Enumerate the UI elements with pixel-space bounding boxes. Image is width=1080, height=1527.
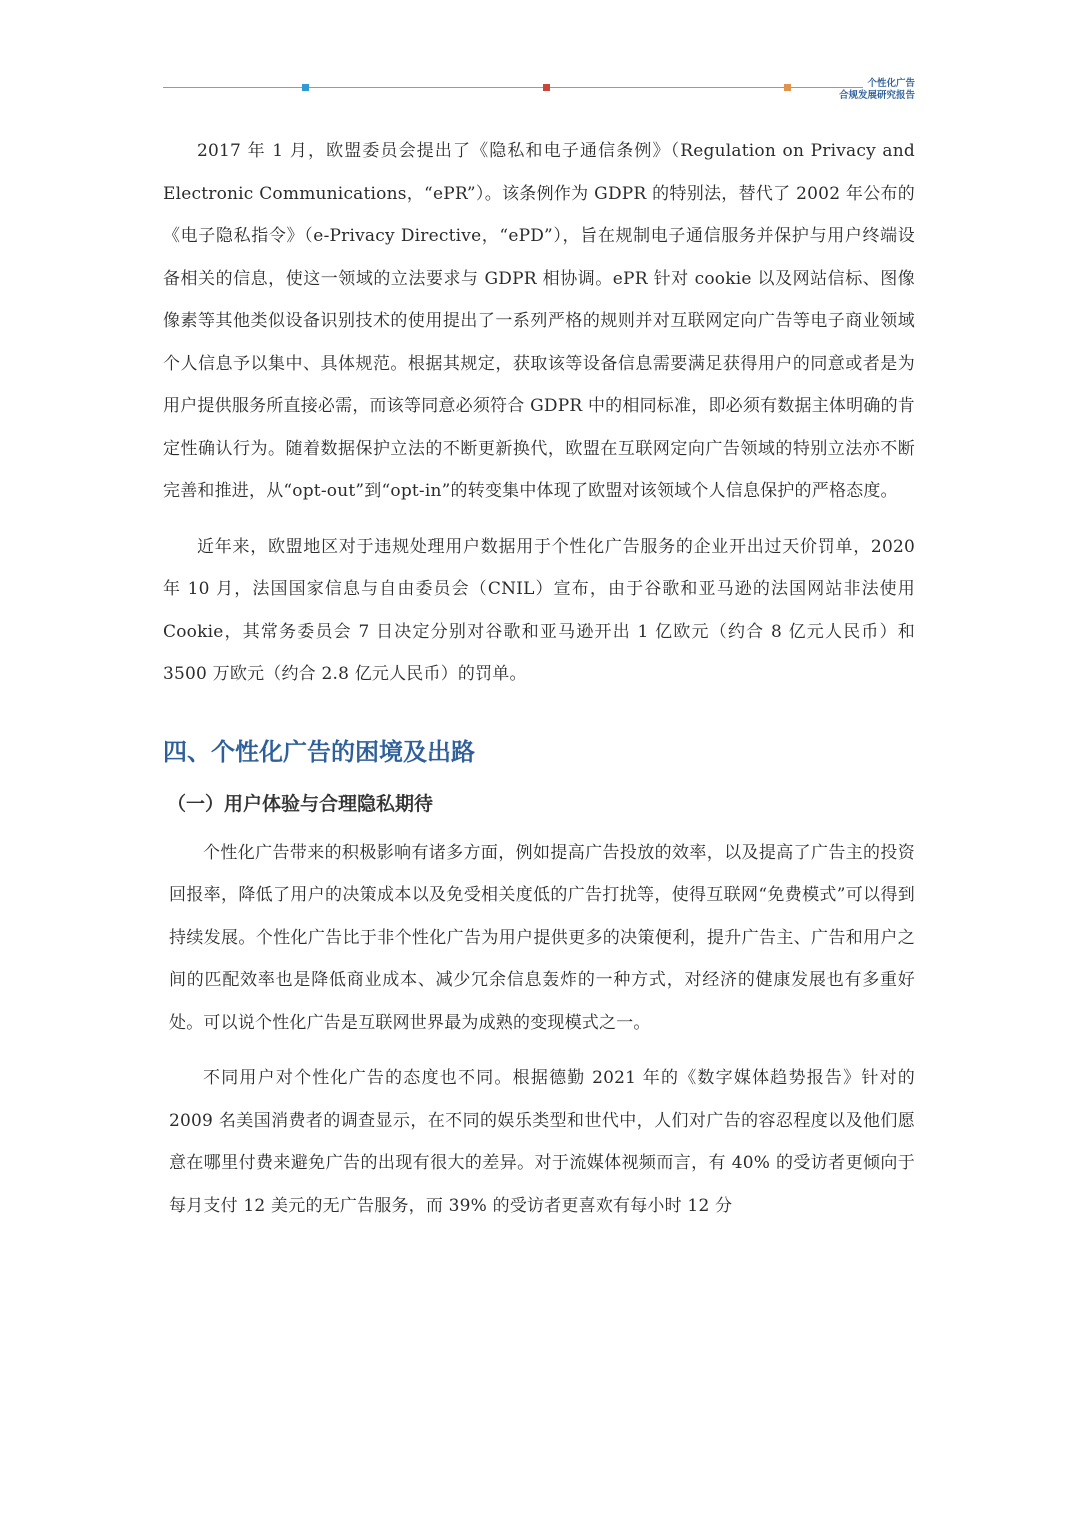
header-marker-orange [784, 84, 791, 91]
section-body [163, 832, 915, 1228]
page-header [163, 78, 915, 108]
report-title-line1: 个性化广告 [867, 78, 915, 89]
report-title-line2: 合规发展研究报告 [838, 90, 915, 101]
paragraph-fines: 近年来，欧盟地区对于违规处理用户数据用于个性化广告服务的企业开出过天价罚单，2020 年 10 月，法国国家信息与自由委员会（CNIL）宣布，由于谷歌和亚马逊的法国网站非法使用 Cookie，其常务委员会 7 日决定分别对谷歌和亚马逊开出 1 亿欧元（约合 8 亿元人民币）和 3500 万欧元（约合 2.8 亿元人民币）的罚单。 [163, 536, 915, 684]
header-marker-red [543, 84, 550, 91]
paragraph-epr: 2017 年 1 月，欧盟委员会提出了《隐私和电子通信条例》（Regulation on Privacy and Electronic Communications，“ePR”）。该条例作为 GDPR 的特别法，替代了 2002 年公布的《电子隐私指令》（e-Privacy Directive，“ePD”），旨在规制电子通信服务并保护与用户终端设备相关的信息，使这一领域的立法要求与 GDPR 相协调。ePR 针对 cookie 以及网站信标、图像像素等其他类似设备识别技术的使用提出了一系列严格的规则并对互联网定向广告等电子商业领域个人信息予以集中、具体规范。根据其规定，获取该等设备信息需要满足获得用户的同意或者是为用户提供服务所直接必需，而该等同意必须符合 GDPR 中的相同标准，即必须有数据主体明确的肯定性确认行为。随着数据保护立法的不断更新换代，欧盟在互联网定向广告领域的特别立法亦不断完善和推进，从“opt-out”到“opt-in”的转变集中体现了欧盟对该领域个人信息保护的严格态度。 [163, 141, 915, 501]
report-title [839, 78, 915, 102]
page-content [163, 130, 915, 1227]
header-rule [163, 87, 863, 88]
paragraph-attitudes: 不同用户对个性化广告的态度也不同。根据德勤 2021 年的《数字媒体趋势报告》针对的 2009 名美国消费者的调查显示，在不同的娱乐类型和世代中，人们对广告的容忍程度以及他们愿意在哪里付费来避免广告的出现有很大的差异。对于流媒体视频而言，有 40% 的受访者更倾向于每月支付 12 美元的无广告服务，而 39% 的受访者更喜欢有每小时 12 分 [169, 1068, 915, 1216]
paragraph-benefits: 个性化广告带来的积极影响有诸多方面，例如提高广告投放的效率，以及提高了广告主的投资回报率，降低了用户的决策成本以及免受相关度低的广告打扰等，使得互联网“免费模式”可以得到持续发展。个性化广告比于非个性化广告为用户提供更多的决策便利，提升广告主、广告和用户之间的匹配效率也是降低商业成本、减少冗余信息轰炸的一种方式，对经济的健康发展也有多重好处。可以说个性化广告是互联网世界最为成熟的变现模式之一。 [169, 842, 915, 1033]
section-title: 四、个性化广告的困境及出路 [163, 737, 475, 766]
sub-title: （一）用户体验与合理隐私期待 [167, 792, 434, 815]
header-marker-blue [302, 84, 309, 91]
